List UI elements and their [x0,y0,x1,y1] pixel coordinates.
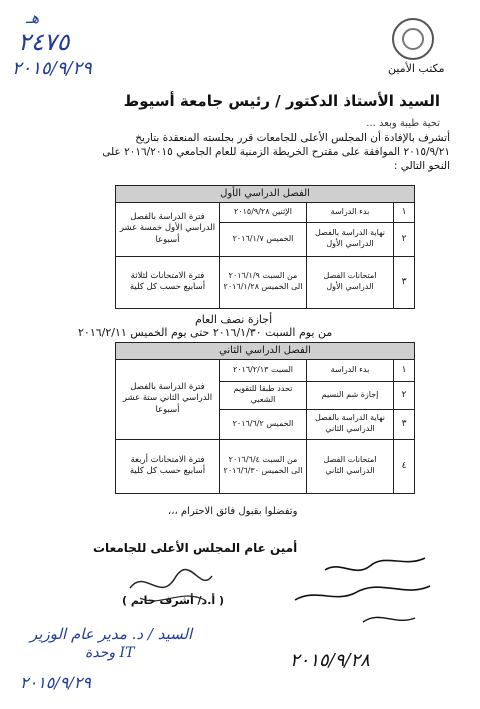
university-seal-icon [392,18,434,60]
row-index: ٢ [394,222,415,256]
row-date: تحدد طبقا للتقويم الشعبي [220,381,307,409]
row-date: من السبت ٢٠١٦/١/٩ الى الخميس ٢٠١٦/١/٢٨ [220,256,307,308]
handwritten-note-recipient: السيد / د. مدير عام الوزير [30,625,193,643]
greeting: تحية طيبة وبعد ... [366,118,440,129]
body-line: النحو التالي : [393,160,450,172]
table-row [116,202,415,222]
row-period: فترة الدراسة بالفصل الدراسي الأول خمسة عشر أسبوعا [116,202,220,256]
row-event: بدء الدراسة [307,202,394,222]
row-event: نهاية الدراسة بالفصل الدراسي الأول [307,222,394,256]
row-event: نهاية الدراسة بالفصل الدراسي الثاني [307,409,394,439]
row-event: بدء الدراسة [307,359,394,381]
office-label: مكتب الأمين [388,62,445,75]
row-index: ٤ [394,439,415,493]
table-row [116,359,415,381]
semester2-table [115,342,415,494]
table-row [116,256,415,308]
row-event: امتحانات الفصل الدراسي الثاني [307,439,394,493]
row-date: الإثنين ٢٠١٥/٩/٢٨ [220,202,307,222]
handwritten-note-date: ٢٠١٥/٩/٢٩ [20,673,91,692]
midyear-range: من يوم السبت ٢٠١٦/١/٣٠ حتى يوم الخميس ٢٠١٦/٢/١١ [78,326,333,339]
addressee: السيد الأستاذ الدكتور / رئيس جامعة أسيوط [123,92,440,110]
row-period: فترة الامتحانات لثلاثة أسابيع حسب كل كلية [116,256,220,308]
handwritten-ref-number: ٢٤٧٥ [18,28,70,56]
row-index: ٣ [394,409,415,439]
handwritten-signature-date: ٢٠١٥/٩/٢٨ [290,650,370,671]
closing-line: وتفضلوا بقبول فائق الاحترام ،،، [168,506,298,517]
signature-name: ( أ.د/ أشرف حاتم ) [122,594,225,607]
handwritten-ref-date: ٢٠١٥/٩/٢٩ [12,58,92,79]
row-date: الخميس ٢٠١٦/١/٧ [220,222,307,256]
table-row [116,439,415,493]
row-date: السبت ٢٠١٦/٢/١٣ [220,359,307,381]
signature-scribble [285,548,435,638]
row-period: فترة الدراسة بالفصل الدراسي الثاني ستة عشر أسبوعا [116,359,220,439]
row-event: إجازة شم النسيم [307,381,394,409]
row-date: من السبت ٢٠١٦/٦/٤ الى الخميس ٢٠١٦/٦/٣٠ [220,439,307,493]
row-event: امتحانات الفصل الدراسي الأول [307,256,394,308]
row-date: الخميس ٢٠١٦/٦/٢ [220,409,307,439]
body-line: أتشرف بالإفادة أن المجلس الأعلى للجامعات قرر بجلسته المنعقدة بتاريخ [135,132,450,144]
row-index: ٢ [394,381,415,409]
signature-scribble-small [120,558,220,618]
row-index: ٣ [394,256,415,308]
signature-title: أمين عام المجلس الأعلى للجامعات [93,541,298,555]
row-index: ١ [394,202,415,222]
handwritten-ref-mark: هـ [26,8,40,27]
semester1-table [115,185,415,309]
semester2-title: الفصل الدراسي الثاني [116,343,415,360]
row-index: ١ [394,359,415,381]
semester1-title: الفصل الدراسي الأول [116,186,415,203]
body-line: ٢٠١٥/٩/٢١ الموافقة على مقترح الخريطة الزمنية للعام الجامعي ٢٠١٦/٢٠١٥ على [102,146,450,158]
handwritten-note-unit: وحدة IT [85,645,135,661]
row-period: فترة الامتحانات أربعة أسابيع حسب كل كلية [116,439,220,493]
midyear-title: أجازة نصف العام [195,313,273,326]
